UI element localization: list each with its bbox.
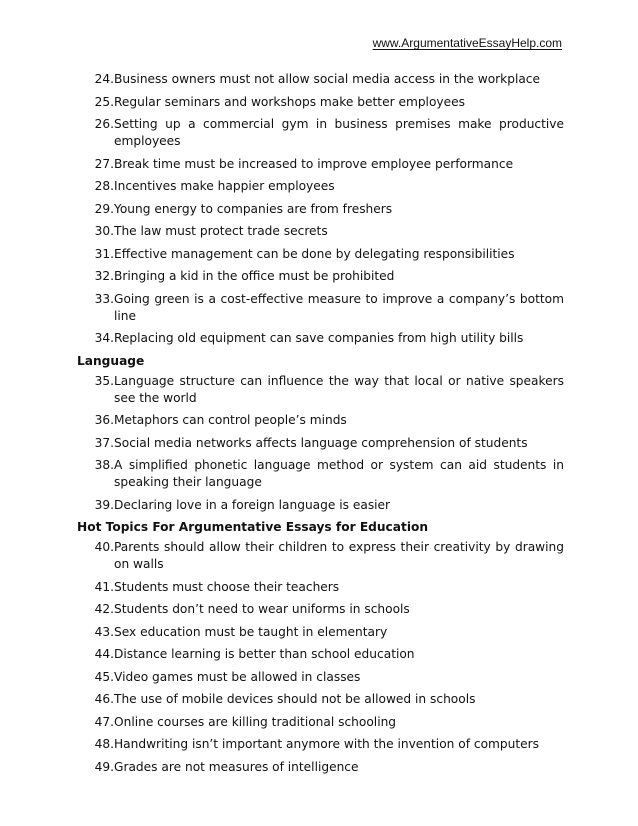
list-item: 32. Bringing a kid in the office must be prohibited bbox=[94, 269, 395, 283]
list-item: 29. Young energy to companies are from freshers bbox=[94, 201, 393, 216]
list-item: 24. Business owners must not allow social media access in the workplace bbox=[94, 72, 541, 86]
education-topics-list bbox=[77, 539, 564, 776]
list-item: 26. Setting up a commercial gym in business premises make productive employees bbox=[94, 117, 564, 148]
list-item: 47. Online courses are killing traditional schooling bbox=[94, 714, 397, 729]
list-item: 45. Video games must be allowed in classes bbox=[94, 669, 361, 684]
list-item: 30. The law must protect trade secrets bbox=[94, 224, 328, 238]
list-item: 41. Students must choose their teachers bbox=[94, 579, 340, 594]
list-item: 31. Effective management can be done by delegating responsibilities bbox=[94, 246, 515, 261]
list-item: 46. The use of mobile devices should not be allowed in schools bbox=[94, 692, 476, 706]
list-item: 25. Regular seminars and workshops make better employees bbox=[94, 94, 465, 109]
list-item: 34. Replacing old equipment can save companies from high utility bills bbox=[94, 331, 524, 345]
list-item: 28. Incentives make happier employees bbox=[94, 179, 335, 193]
list-item: 36. Metaphors can control people’s minds bbox=[94, 413, 347, 427]
list-item: 40. Parents should allow their children to express their creativity by drawing on walls bbox=[94, 540, 564, 571]
list-item: 33. Going green is a cost-effective measure to improve a company’s bottom line bbox=[94, 291, 564, 323]
header-url-link[interactable]: www.ArgumentativeEssayHelp.com bbox=[372, 36, 562, 50]
list-item: 42. Students don’t need to wear uniforms in schools bbox=[94, 602, 410, 616]
list-item: 38. A simplified phonetic language method or system can aid students in speaking their language bbox=[94, 458, 564, 489]
list-item: 37. Social media networks affects language comprehension of students bbox=[94, 435, 528, 450]
section-heading-education: Hot Topics For Argumentative Essays for Education bbox=[77, 520, 429, 534]
list-item: 43. Sex education must be taught in elementary bbox=[94, 624, 388, 639]
list-item: 27. Break time must be increased to improve employee performance bbox=[94, 156, 514, 171]
list-item: 49. Grades are not measures of intelligence bbox=[94, 759, 359, 774]
list-item: 39. Declaring love in a foreign language is easier bbox=[94, 497, 391, 512]
section-heading-language: Language bbox=[77, 353, 145, 368]
language-topics-list bbox=[77, 373, 564, 514]
list-item: 44. Distance learning is better than school education bbox=[94, 647, 415, 661]
business-topics-list bbox=[77, 71, 564, 347]
document-body bbox=[77, 71, 564, 781]
list-item: 48. Handwriting isn’t important anymore with the invention of computers bbox=[94, 737, 539, 751]
list-item: 35. Language structure can influence the way that local or native speakers see the world bbox=[94, 373, 564, 405]
